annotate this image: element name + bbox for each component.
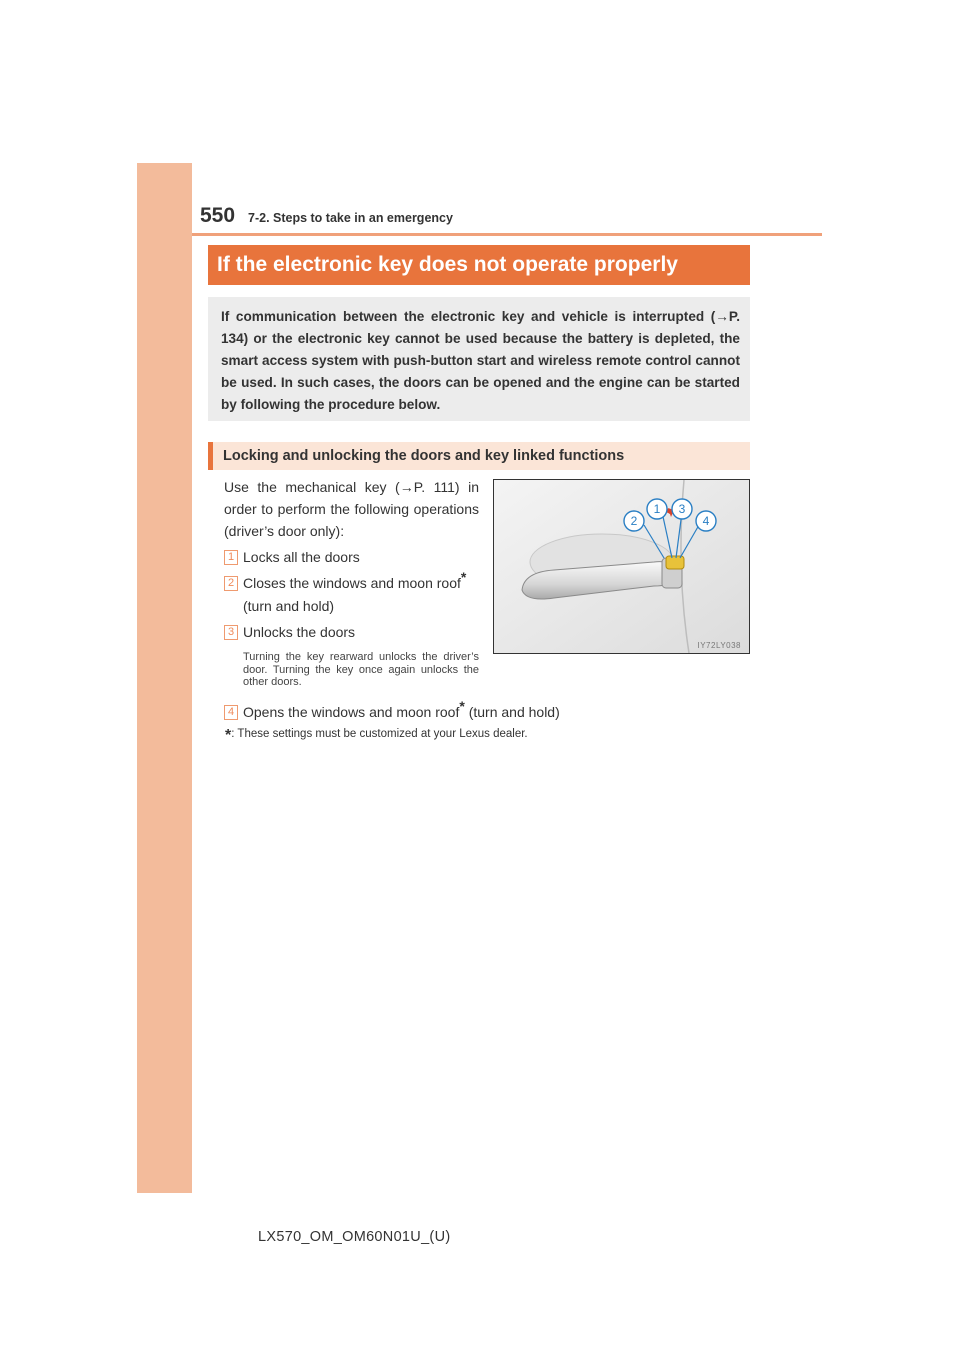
asterisk-mark: * — [459, 698, 465, 714]
item-note: Turning the key rearward unlocks the driver’s door. Turning the key once again unlocks the other doors. — [243, 651, 479, 688]
section-title: 7-2. Steps to take in an emergency — [248, 211, 453, 225]
callout-label-3: 3 — [678, 502, 686, 516]
item-number-badge: 4 — [224, 705, 238, 720]
item-text: Unlocks the doors — [243, 624, 356, 640]
footnote-asterisk: * — [225, 727, 232, 744]
item-number-badge: 3 — [224, 625, 238, 640]
item-text: Opens the windows and moon roof — [243, 704, 460, 720]
callout-label-1: 1 — [653, 502, 661, 516]
item-text-line — [243, 569, 467, 594]
item-text-suffix: (turn and hold) — [464, 704, 560, 720]
item-text-continued: (turn and hold) — [243, 598, 335, 614]
instruction-paragraph: Use the mechanical key (→P. 111) in order to perform the following operations (driver’s door only): — [224, 479, 479, 539]
door-handle-drawing — [494, 480, 749, 653]
item-text-line — [243, 698, 560, 723]
header-rule — [192, 233, 822, 236]
item-number-badge: 1 — [224, 550, 238, 565]
sub-heading: Locking and unlocking the doors and key linked functions — [208, 442, 750, 470]
footnote-text: : These settings must be customized at your Lexus dealer. — [231, 728, 528, 740]
side-tab-bar — [137, 163, 192, 1193]
page-number: 550 — [200, 204, 236, 227]
page-footer: LX570_OM_OM60N01U_(U) — [258, 1229, 451, 1245]
asterisk-mark: * — [460, 569, 467, 585]
item-number-badge: 2 — [224, 576, 238, 591]
item-text: Closes the windows and moon roof — [243, 575, 461, 591]
item-text: Locks all the doors — [243, 549, 360, 565]
callout-label-4: 4 — [702, 514, 710, 528]
intro-box: If communication between the electronic key and vehicle is interrupted (→P. 134) or the electronic key cannot be used because the battery is depleted, the smart access system with push-button start and wireless remote control cannot be used. In such cases, the doors can be opened and the engine can be started by following the procedure below. — [208, 297, 750, 421]
figure-code: IY72LY038 — [697, 641, 741, 650]
main-heading: If the electronic key does not operate properly — [208, 245, 750, 285]
key-cylinder — [666, 556, 684, 569]
callout-label-2: 2 — [630, 514, 638, 528]
footnote — [225, 727, 528, 745]
door-handle-illustration — [493, 479, 750, 654]
